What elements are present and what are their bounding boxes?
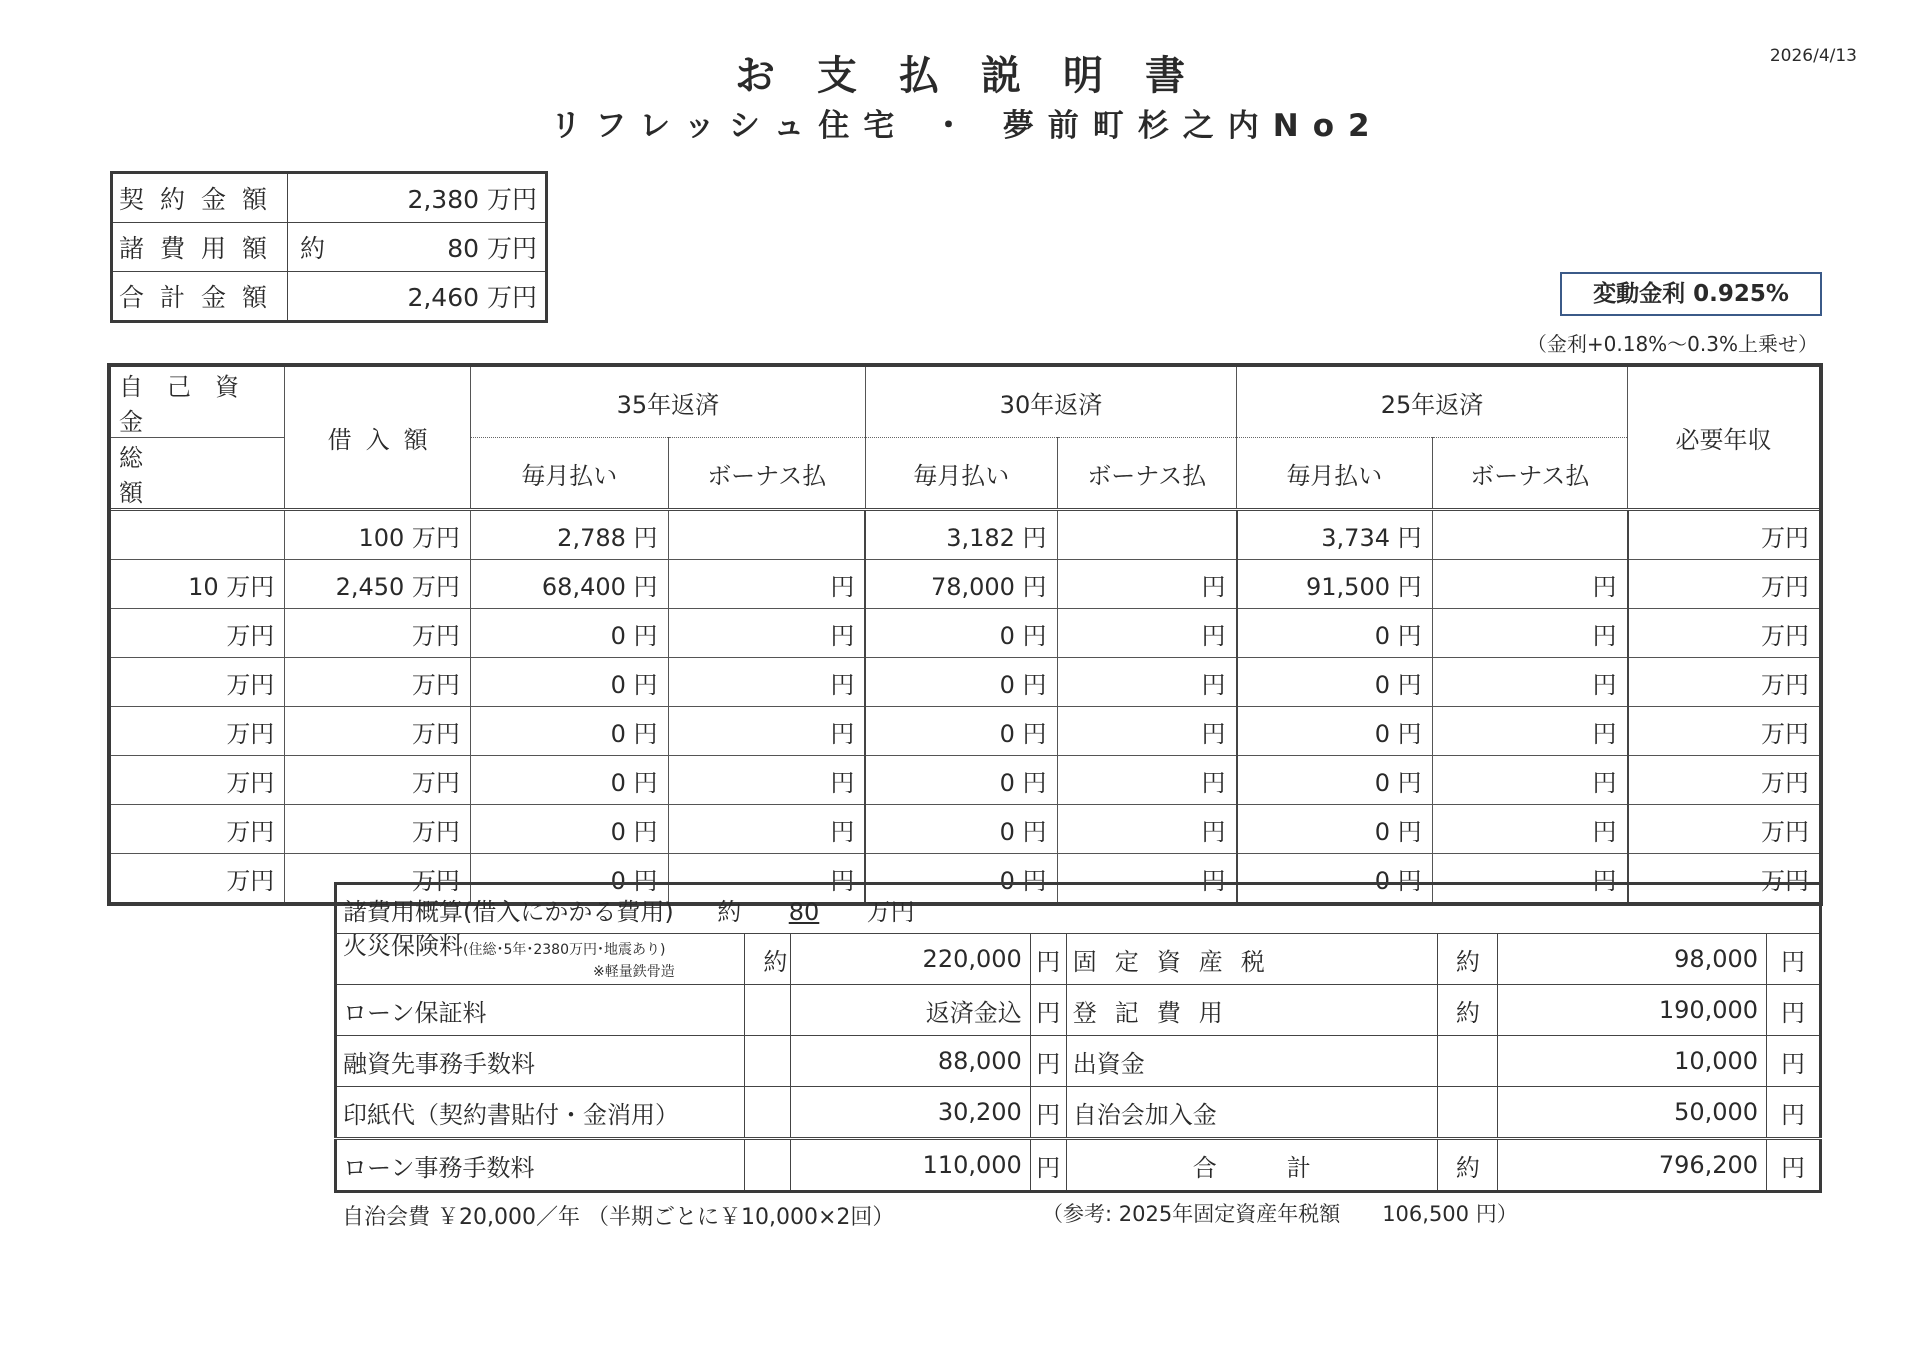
loan-header: 借入額 <box>285 365 471 510</box>
bonus-header: ボーナス払 <box>668 438 865 510</box>
contract-unit: 万円 <box>486 234 537 263</box>
payment-row <box>109 756 1821 805</box>
page-title: お支払説明書 <box>735 53 1227 99</box>
contract-value: 2,380 <box>407 185 480 214</box>
payment-cell-m35: 0 円 <box>470 756 668 805</box>
payment-cell-loan: 万円 <box>285 756 471 805</box>
rate-label: 変動金利 <box>1593 281 1686 307</box>
registration-label: 登記費用 <box>1066 985 1437 1036</box>
payment-cell-m25: 3,734 円 <box>1237 510 1433 560</box>
property-tax-prefix: 約 <box>1437 934 1497 985</box>
payment-cell-m35: 2,788 円 <box>470 510 668 560</box>
payment-cell-self: 万円 <box>109 658 285 707</box>
payment-cell-m30: 3,182 円 <box>865 510 1057 560</box>
fire-insurance-text: 火災保険料 <box>343 932 463 960</box>
expenses-table <box>334 882 1822 1193</box>
fire-insurance-value: 220,000 <box>791 934 1030 985</box>
stamp-fee-label: 印紙代（契約書貼付・金消用） <box>336 1087 745 1139</box>
expenses-header-label: 諸費用概算(借入にかかる費用) <box>343 897 674 926</box>
yen-unit: 円 <box>1767 934 1821 985</box>
payment-cell-b25: 円 <box>1432 658 1627 707</box>
loan-admin-value: 110,000 <box>791 1139 1030 1192</box>
empty-cell <box>745 1036 791 1087</box>
monthly-header: 毎月払い <box>865 438 1057 510</box>
payment-cell-self: 万円 <box>109 854 285 905</box>
self-fund-header-2: 総額 <box>109 438 285 510</box>
payment-cell-b25: 円 <box>1432 756 1627 805</box>
payment-cell-m35: 0 円 <box>470 854 668 905</box>
payment-cell-m30: 0 円 <box>865 854 1057 905</box>
payment-cell-income: 万円 <box>1628 658 1821 707</box>
yen-unit: 円 <box>1767 1036 1821 1087</box>
payment-cell-loan: 2,450 万円 <box>285 560 471 609</box>
contract-row-price <box>112 173 547 223</box>
contract-row-expenses <box>112 223 547 272</box>
rate-value: 0.925% <box>1693 281 1789 307</box>
payment-cell-b30: 円 <box>1057 609 1236 658</box>
investment-value: 10,000 <box>1497 1036 1766 1087</box>
payment-cell-b35: 円 <box>668 560 865 609</box>
payment-cell-m35: 0 円 <box>470 707 668 756</box>
payment-cell-loan: 万円 <box>285 658 471 707</box>
payment-cell-m30: 78,000 円 <box>865 560 1057 609</box>
term-35-header: 35年返済 <box>470 365 865 438</box>
payment-row <box>109 707 1821 756</box>
income-header: 必要年収 <box>1628 365 1821 510</box>
contract-unit: 万円 <box>486 185 537 214</box>
contract-label: 諸費用額 <box>112 223 288 272</box>
payment-cell-b35: 円 <box>668 756 865 805</box>
yen-unit: 円 <box>1030 1036 1066 1087</box>
payment-cell-b25: 円 <box>1432 707 1627 756</box>
yen-unit: 円 <box>1030 1087 1066 1139</box>
payment-cell-b25: 円 <box>1432 560 1627 609</box>
yen-unit: 円 <box>1767 1139 1821 1192</box>
loan-guarantee-label: ローン保証料 <box>336 985 745 1036</box>
yen-unit: 円 <box>1030 934 1066 985</box>
registration-value: 190,000 <box>1497 985 1766 1036</box>
payment-row <box>109 609 1821 658</box>
payment-cell-self: 万円 <box>109 805 285 854</box>
payment-row <box>109 658 1821 707</box>
payment-cell-b30: 円 <box>1057 854 1236 905</box>
term-30-header: 30年返済 <box>865 365 1236 438</box>
payment-cell-loan: 万円 <box>285 707 471 756</box>
payment-cell-b25: 円 <box>1432 609 1627 658</box>
payment-cell-m30: 0 円 <box>865 707 1057 756</box>
lender-fee-value: 88,000 <box>791 1036 1030 1087</box>
payment-cell-b30: 円 <box>1057 560 1236 609</box>
total-prefix: 約 <box>1437 1139 1497 1192</box>
yen-unit: 円 <box>1030 1139 1066 1192</box>
payment-cell-m25: 0 円 <box>1237 805 1433 854</box>
payment-cell-income: 万円 <box>1628 560 1821 609</box>
bonus-header: ボーナス払 <box>1432 438 1627 510</box>
payment-cell-self: 万円 <box>109 609 285 658</box>
empty-cell <box>1437 1087 1497 1139</box>
payment-cell-b30 <box>1057 510 1236 560</box>
payment-cell-m25: 91,500 円 <box>1237 560 1433 609</box>
payment-cell-b35: 円 <box>668 707 865 756</box>
payment-cell-m30: 0 円 <box>865 756 1057 805</box>
empty-cell <box>745 985 791 1036</box>
registration-prefix: 約 <box>1437 985 1497 1036</box>
term-25-header: 25年返済 <box>1237 365 1628 438</box>
self-fund-header-1: 自己資金 <box>109 365 285 438</box>
payment-cell-m25: 0 円 <box>1237 854 1433 905</box>
page-subtitle: リフレッシュ住宅 ・ 夢前町杉之内No2 <box>550 108 1384 144</box>
property-tax-label: 固定資産税 <box>1066 934 1437 985</box>
payment-cell-b35: 円 <box>668 805 865 854</box>
payment-cell-loan: 万円 <box>285 854 471 905</box>
yen-unit: 円 <box>1767 985 1821 1036</box>
empty-cell <box>1437 1036 1497 1087</box>
payment-cell-loan: 万円 <box>285 805 471 854</box>
fire-insurance-prefix: 約 <box>745 934 791 985</box>
payment-cell-m25: 0 円 <box>1237 658 1433 707</box>
payment-row <box>109 805 1821 854</box>
payment-cell-self: 万円 <box>109 707 285 756</box>
expenses-header-unit: 万円 <box>866 897 915 926</box>
fire-insurance-label <box>336 934 745 985</box>
contract-prefix: 約 <box>300 234 326 263</box>
contract-row-total <box>112 272 547 322</box>
payment-cell-m25: 0 円 <box>1237 609 1433 658</box>
payment-cell-self: 万円 <box>109 756 285 805</box>
payment-cell-m30: 0 円 <box>865 609 1057 658</box>
yen-unit: 円 <box>1030 985 1066 1036</box>
fire-insurance-note: (住総･5年･2380万円･地震あり) <box>463 942 666 958</box>
payment-cell-m35: 0 円 <box>470 609 668 658</box>
payment-cell-loan: 100 万円 <box>285 510 471 560</box>
tax-reference-note: （参考: 2025年固定資産年税額 106,500 円） <box>1042 1202 1518 1226</box>
payment-cell-b35: 円 <box>668 658 865 707</box>
payment-cell-self: 10 万円 <box>109 560 285 609</box>
expenses-header <box>336 884 1821 934</box>
contract-value: 2,460 <box>407 283 480 312</box>
payment-cell-b35: 円 <box>668 854 865 905</box>
payment-cell-b30: 円 <box>1057 756 1236 805</box>
payment-cell-m30: 0 円 <box>865 805 1057 854</box>
stamp-fee-value: 30,200 <box>791 1087 1030 1139</box>
community-fee-label: 自治会加入金 <box>1066 1087 1437 1139</box>
community-fee-value: 50,000 <box>1497 1087 1766 1139</box>
contract-label: 合計金額 <box>112 272 288 322</box>
payment-cell-b30: 円 <box>1057 805 1236 854</box>
payment-cell-m25: 0 円 <box>1237 707 1433 756</box>
lender-fee-label: 融資先事務手数料 <box>336 1036 745 1087</box>
loan-admin-label: ローン事務手数料 <box>336 1139 745 1192</box>
payment-cell-m30: 0 円 <box>865 658 1057 707</box>
contract-label: 契約金額 <box>112 173 288 223</box>
community-fee-note: 自治会費 ￥20,000／年 （半期ごとに￥10,000×2回） <box>342 1205 895 1230</box>
payment-cell-income: 万円 <box>1628 707 1821 756</box>
payment-cell-income: 万円 <box>1628 510 1821 560</box>
monthly-header: 毎月払い <box>1237 438 1433 510</box>
payment-cell-b25: 円 <box>1432 805 1627 854</box>
payment-cell-b25 <box>1432 510 1627 560</box>
document-date: 2026/4/13 <box>1769 46 1857 66</box>
monthly-header: 毎月払い <box>470 438 668 510</box>
total-value: 796,200 <box>1497 1139 1766 1192</box>
rate-note: （金利+0.18%～0.3%上乗せ） <box>1526 332 1818 356</box>
interest-rate-box <box>1560 272 1822 316</box>
payment-cell-b30: 円 <box>1057 658 1236 707</box>
loan-guarantee-value: 返済金込 <box>791 985 1030 1036</box>
empty-cell <box>745 1139 791 1192</box>
payment-cell-m35: 0 円 <box>470 658 668 707</box>
empty-cell <box>745 1087 791 1139</box>
contract-unit: 万円 <box>486 283 537 312</box>
fire-insurance-structure: ※軽量鉄骨造 <box>593 964 675 980</box>
payment-cell-loan: 万円 <box>285 609 471 658</box>
investment-label: 出資金 <box>1066 1036 1437 1087</box>
payment-cell-income: 万円 <box>1628 756 1821 805</box>
payment-cell-m35: 68,400 円 <box>470 560 668 609</box>
payment-cell-self <box>109 510 285 560</box>
expenses-header-value: 80 <box>788 897 820 926</box>
payment-cell-m25: 0 円 <box>1237 756 1433 805</box>
payment-cell-income: 万円 <box>1628 609 1821 658</box>
yen-unit: 円 <box>1767 1087 1821 1139</box>
payment-cell-b25: 円 <box>1432 854 1627 905</box>
payment-row <box>109 560 1821 609</box>
total-label: 合計 <box>1066 1139 1437 1192</box>
expenses-header-prefix: 約 <box>717 897 742 926</box>
payment-row <box>109 510 1821 560</box>
payment-cell-income: 万円 <box>1628 854 1821 905</box>
property-tax-value: 98,000 <box>1497 934 1766 985</box>
payment-cell-b30: 円 <box>1057 707 1236 756</box>
payment-cell-m35: 0 円 <box>470 805 668 854</box>
contract-value: 80 <box>447 234 480 263</box>
payment-cell-b35: 円 <box>668 609 865 658</box>
payment-cell-b35 <box>668 510 865 560</box>
payment-cell-income: 万円 <box>1628 805 1821 854</box>
bonus-header: ボーナス払 <box>1057 438 1236 510</box>
payment-table <box>107 363 1823 906</box>
contract-summary-table <box>110 171 548 323</box>
